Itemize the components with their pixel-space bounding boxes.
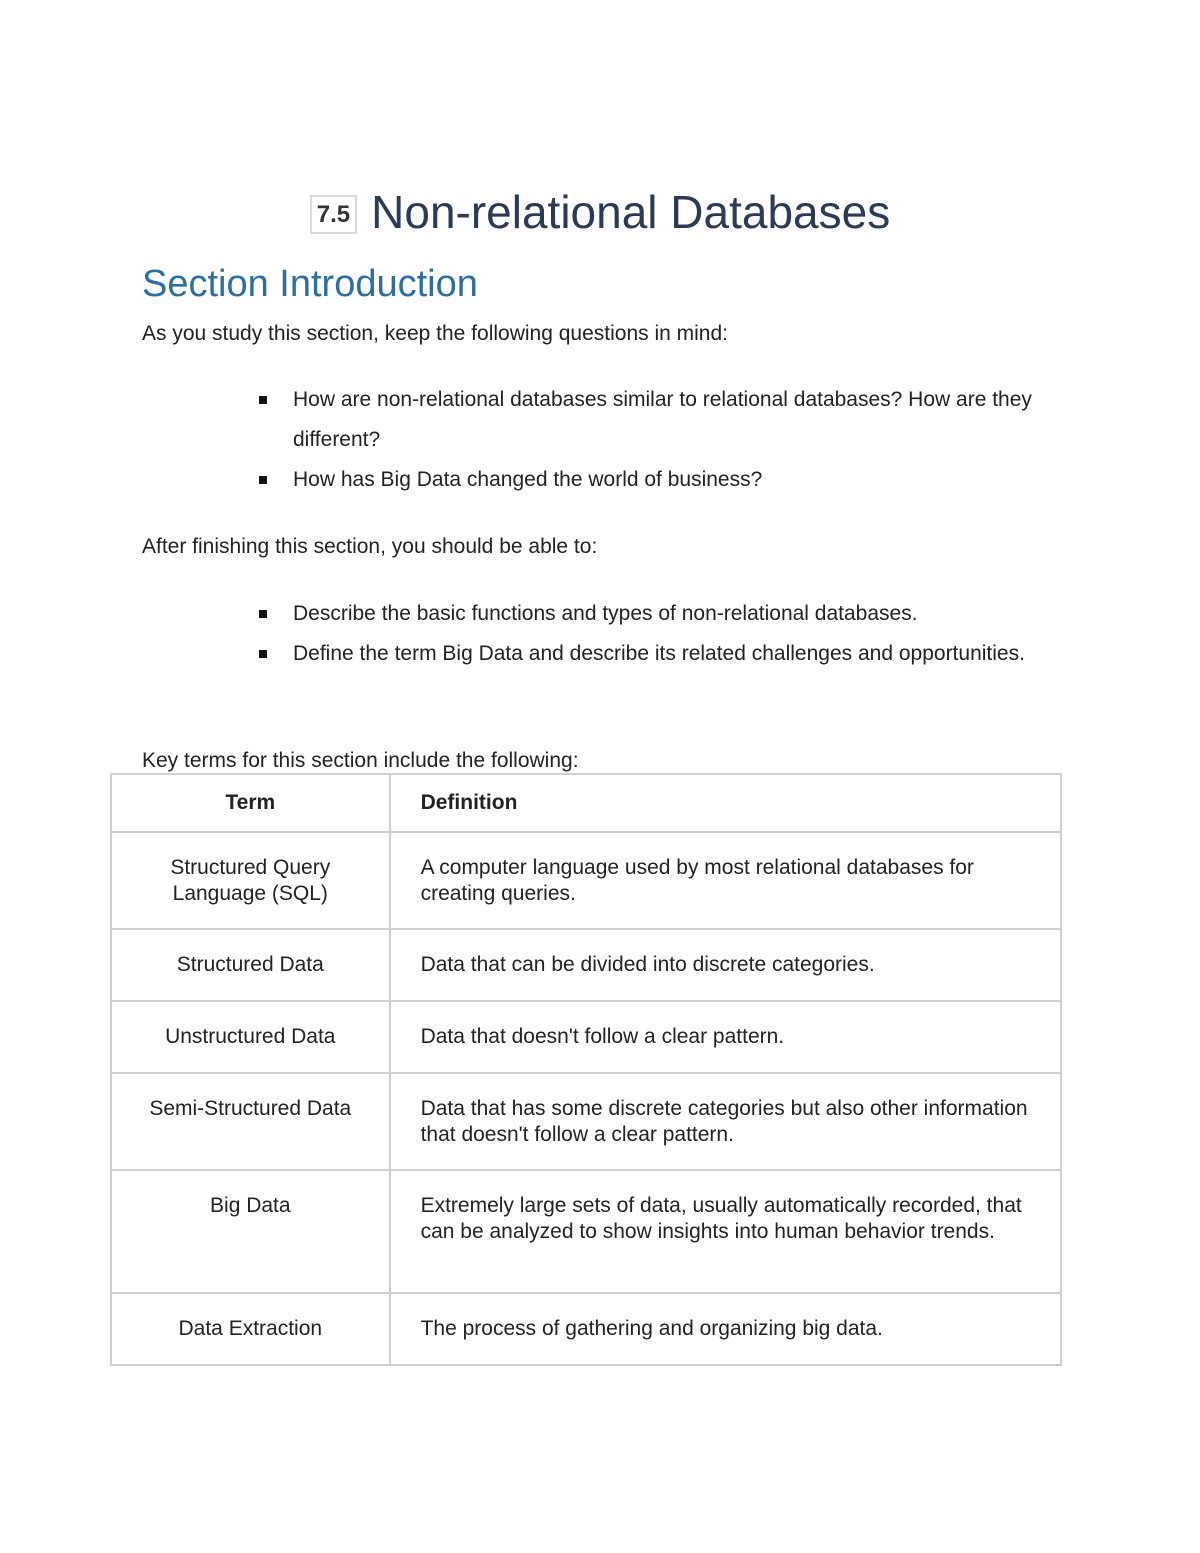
square-bullet-icon — [259, 396, 267, 404]
definition-cell: Extremely large sets of data, usually automatically recorded, that can be analyzed to show insights into human behavior trends. — [390, 1170, 1061, 1293]
term-cell: Big Data — [111, 1170, 390, 1293]
column-header-definition: Definition — [390, 774, 1061, 832]
list-item — [293, 594, 1053, 634]
objective-text: Define the term Big Data and describe its related challenges and opportunities. — [293, 642, 1025, 665]
column-header-term: Term — [111, 774, 390, 832]
key-terms-lead: Key terms for this section include the following: — [142, 749, 579, 772]
table-row — [111, 1001, 1061, 1073]
square-bullet-icon — [259, 610, 267, 618]
definition-cell: Data that doesn't follow a clear pattern. — [390, 1001, 1061, 1073]
question-text: How has Big Data changed the world of business? — [293, 468, 763, 491]
question-text: How are non-relational databases similar to relational databases? How are they different? — [293, 388, 1032, 451]
section-heading: Section Introduction — [142, 263, 478, 305]
term-cell: Semi-Structured Data — [111, 1073, 390, 1170]
objectives-list — [293, 594, 1053, 674]
definition-cell: The process of gathering and organizing big data. — [390, 1293, 1061, 1365]
term-cell: Data Extraction — [111, 1293, 390, 1365]
objectives-lead: After finishing this section, you should be able to: — [142, 535, 598, 558]
list-item — [293, 634, 1053, 674]
definition-cell: Data that has some discrete categories but also other information that doesn't follow a clear pattern. — [390, 1073, 1061, 1170]
square-bullet-icon — [259, 476, 267, 484]
term-cell: Structured Data — [111, 929, 390, 1001]
objective-text: Describe the basic functions and types of non-relational databases. — [293, 602, 918, 625]
key-terms-table — [110, 773, 1062, 1366]
table-row — [111, 1293, 1061, 1365]
section-number-badge: 7.5 — [310, 195, 357, 234]
table-header-row — [111, 774, 1061, 832]
square-bullet-icon — [259, 650, 267, 658]
questions-lead: As you study this section, keep the following questions in mind: — [142, 322, 728, 345]
table-row — [111, 1073, 1061, 1170]
definition-cell: A computer language used by most relational databases for creating queries. — [390, 832, 1061, 929]
page-title-text: Non-relational Databases — [371, 186, 891, 238]
list-item — [293, 380, 1053, 460]
table-row — [111, 1170, 1061, 1293]
definition-cell: Data that can be divided into discrete categories. — [390, 929, 1061, 1001]
term-cell: Unstructured Data — [111, 1001, 390, 1073]
table-row — [111, 832, 1061, 929]
list-item — [293, 460, 1053, 500]
term-cell: Structured Query Language (SQL) — [111, 832, 390, 929]
questions-list — [293, 380, 1053, 500]
page-title — [0, 186, 1200, 238]
table-row — [111, 929, 1061, 1001]
